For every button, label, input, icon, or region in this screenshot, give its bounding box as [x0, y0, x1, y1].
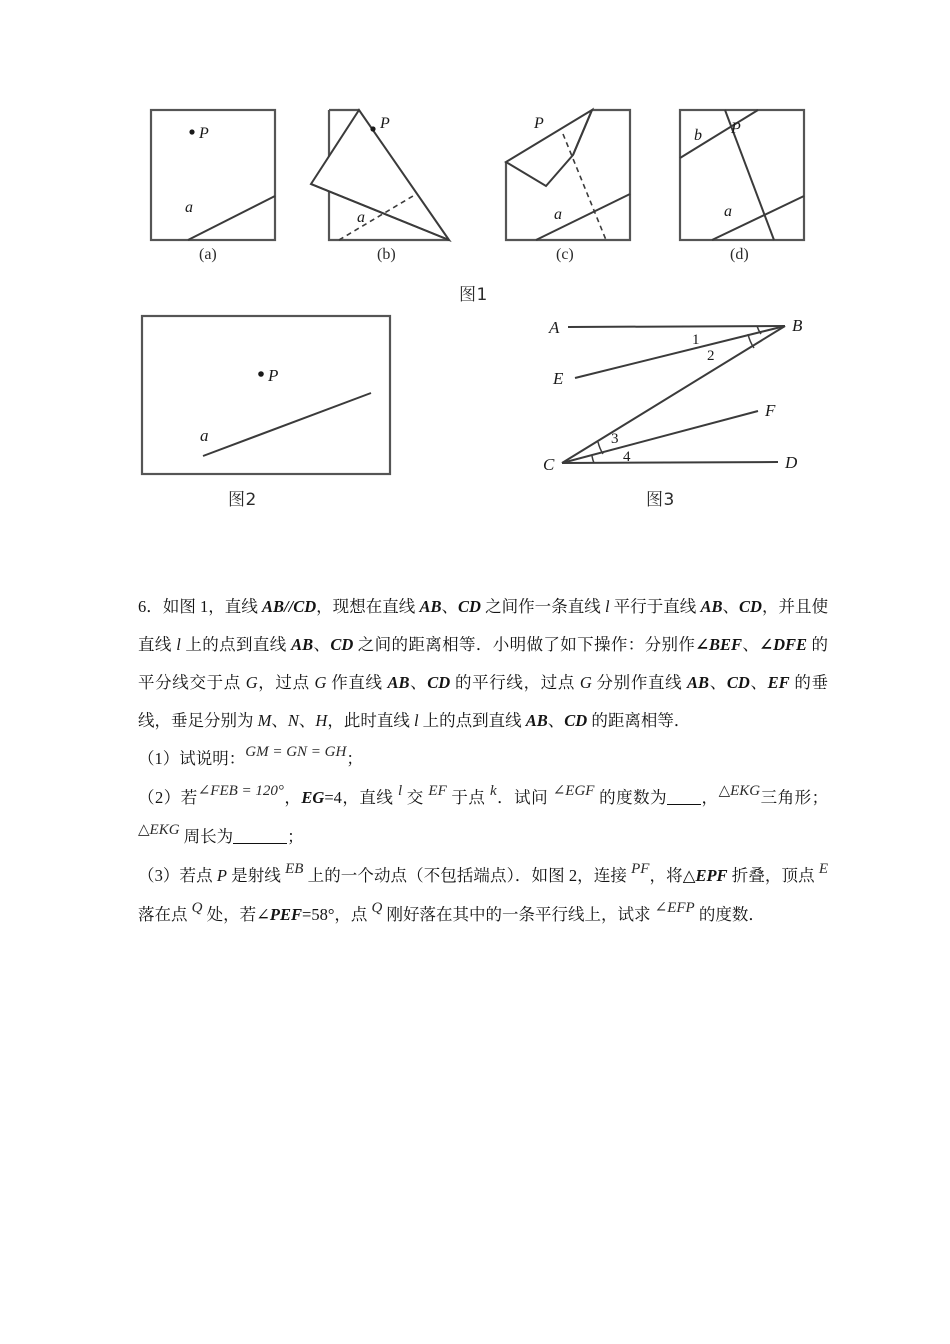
svg-text:P: P	[731, 120, 741, 137]
figure-3-caption: 图3	[646, 490, 675, 510]
figure-1-caption: 图1	[459, 285, 488, 305]
svg-text:2: 2	[707, 348, 715, 364]
text-seg: 、	[709, 673, 727, 692]
math-h: H	[315, 711, 328, 730]
math-ab: AB	[291, 635, 314, 654]
svg-text:P: P	[268, 366, 279, 385]
svg-text:F: F	[765, 401, 776, 420]
math-gm-gn-gh: GM = GN = GH	[245, 744, 347, 760]
text-seg: 落在点	[138, 905, 192, 924]
text-seg: ，并且使直线	[138, 597, 829, 654]
math-ab: AB	[700, 597, 723, 616]
figure-area	[0, 0, 950, 540]
svg-text:1: 1	[692, 332, 700, 348]
problem-text-body	[138, 588, 828, 935]
text-seg: 、	[298, 711, 316, 730]
figure-1a-caption: (a)	[199, 246, 217, 263]
math-cd: CD	[739, 597, 762, 616]
math-q: Q	[191, 900, 203, 916]
figure-1b-caption: (b)	[377, 246, 396, 263]
math-angle-feb-120: ∠FEB = 120°	[197, 783, 284, 799]
math-g: G	[579, 673, 592, 692]
svg-text:P: P	[534, 115, 544, 132]
math-cd: CD	[427, 673, 451, 692]
text-seg: 之间作一条直线	[480, 597, 605, 616]
text-seg: 、	[441, 597, 459, 616]
math-l: l	[398, 783, 403, 799]
text-seg: ；	[346, 749, 363, 768]
figure-1d	[680, 110, 804, 240]
math-m: M	[257, 711, 272, 730]
math-angle-dfe: ∠DFE	[759, 635, 808, 654]
svg-text:P: P	[380, 115, 390, 132]
math-ef: EF	[428, 783, 447, 799]
text-seg: 如图 1，直线	[162, 597, 263, 616]
text-seg: 平行于直线	[609, 597, 701, 616]
text-seg: 的距离相等．	[587, 711, 691, 730]
svg-text:B: B	[792, 316, 803, 335]
math-cd: CD	[726, 673, 750, 692]
question-3-number: （3）若点	[138, 866, 217, 885]
figure-1b	[311, 110, 449, 240]
answer-blank-1[interactable]	[667, 788, 701, 806]
math-ab: AB	[419, 597, 442, 616]
text-seg: 上的点到直线	[418, 711, 526, 730]
figure-1d-caption: (d)	[730, 246, 749, 263]
svg-text:a: a	[357, 209, 365, 226]
text-seg: 分别作直线	[591, 673, 688, 692]
svg-text:E: E	[553, 369, 564, 388]
text-seg: 、	[409, 673, 428, 692]
math-l: l	[604, 597, 610, 616]
math-pef: PEF	[269, 905, 303, 924]
text-seg: 折叠，顶点	[727, 866, 819, 885]
math-angle-egf: ∠EGF	[552, 783, 595, 799]
svg-text:a: a	[554, 206, 562, 223]
svg-text:A: A	[549, 318, 560, 337]
text-seg: ，此时直线	[327, 711, 414, 730]
figure-1c	[506, 110, 630, 240]
math-g: G	[245, 673, 258, 692]
text-seg: 刚好落在其中的一条平行线上，试求	[382, 905, 655, 924]
svg-text:4: 4	[623, 449, 631, 465]
text-seg: 三角形；	[760, 788, 829, 807]
figure-2	[142, 316, 390, 474]
text-seg: ，	[283, 788, 302, 807]
text-seg: 于点	[446, 788, 490, 807]
svg-text:P: P	[199, 125, 209, 142]
text-seg: 的平分线交于点	[138, 635, 829, 692]
text-seg: 是射线	[226, 866, 286, 885]
text-seg: 的平行线，过点	[450, 673, 580, 692]
math-epf: EPF	[695, 866, 728, 885]
text-seg: ，现想在直线	[316, 597, 420, 616]
text-seg: 之间的距离相等．小明做了如下操作：分别作	[353, 635, 696, 654]
text-seg: 、	[749, 673, 768, 692]
text-seg: 、	[547, 711, 565, 730]
math-k: k	[489, 783, 497, 799]
text-seg: ，过点	[257, 673, 315, 692]
math-n: N	[287, 711, 299, 730]
math-ef: EF	[767, 673, 790, 692]
math-cd: CD	[564, 711, 588, 730]
svg-text:a: a	[200, 426, 209, 445]
math-triangle-ekg: △EKG	[718, 783, 761, 799]
text-seg: 处，若∠	[202, 905, 270, 924]
math-ab: AB	[687, 673, 710, 692]
math-pf: PF	[631, 861, 650, 877]
svg-text:a: a	[185, 199, 193, 216]
text-seg: =4，直线	[324, 788, 398, 807]
svg-text:C: C	[543, 455, 555, 474]
math-ab: AB	[525, 711, 548, 730]
text-seg: 的垂线，垂足分别为	[138, 673, 829, 730]
question-1-number: （1）试说明：	[138, 749, 246, 768]
math-cd: CD	[330, 635, 354, 654]
text-seg: 、	[742, 635, 760, 654]
math-angle-bef: ∠BEF	[695, 635, 743, 654]
text-seg: 交	[402, 788, 429, 807]
text-seg: 的度数为	[594, 788, 668, 807]
problem-number: 6．	[138, 597, 163, 616]
text-seg: 上的点到直线	[180, 635, 292, 654]
math-angle-efp: ∠EFP	[654, 900, 695, 916]
math-g: G	[314, 673, 327, 692]
svg-text:a: a	[724, 203, 732, 220]
text-seg: 作直线	[326, 673, 388, 692]
answer-blank-2[interactable]	[233, 827, 287, 845]
text-seg: 周长为	[179, 827, 234, 846]
svg-text:3: 3	[611, 431, 619, 447]
math-triangle-ekg: △EKG	[138, 822, 180, 838]
text-seg: 的度数．	[694, 905, 765, 924]
question-2-number: （2）若	[138, 788, 198, 807]
question-3	[138, 857, 828, 935]
math-eb: EB	[285, 861, 304, 877]
figure-3	[543, 316, 803, 474]
math-ab-parallel-cd: AB//CD	[262, 597, 317, 616]
text-seg: 、	[722, 597, 740, 616]
figure-1c-caption: (c)	[556, 246, 574, 263]
math-l: l	[413, 711, 419, 730]
math-ab: AB	[387, 673, 410, 692]
math-p: P	[216, 866, 227, 885]
text-seg: 上的一个动点（不包括端点）．如图 2，连接	[303, 866, 632, 885]
figure-1a	[151, 110, 275, 240]
text-seg: ．试问	[496, 788, 553, 807]
svg-text:D: D	[785, 453, 798, 472]
problem-statement	[138, 588, 828, 740]
question-2	[138, 779, 828, 857]
figure-2-caption: 图2	[228, 490, 257, 510]
text-seg: ，	[701, 788, 719, 807]
math-l: l	[176, 635, 181, 654]
math-e: E	[818, 861, 829, 877]
text-seg: 、	[313, 635, 331, 654]
text-seg: ，将△	[649, 866, 696, 885]
figures-svg	[0, 0, 950, 540]
math-cd: CD	[458, 597, 481, 616]
math-q: Q	[371, 900, 383, 916]
text-seg: 、	[271, 711, 288, 730]
text-seg: =58°，点	[302, 905, 372, 924]
svg-text:b: b	[694, 127, 702, 144]
math-eg: EG	[301, 788, 325, 807]
text-seg: ；	[287, 827, 304, 846]
